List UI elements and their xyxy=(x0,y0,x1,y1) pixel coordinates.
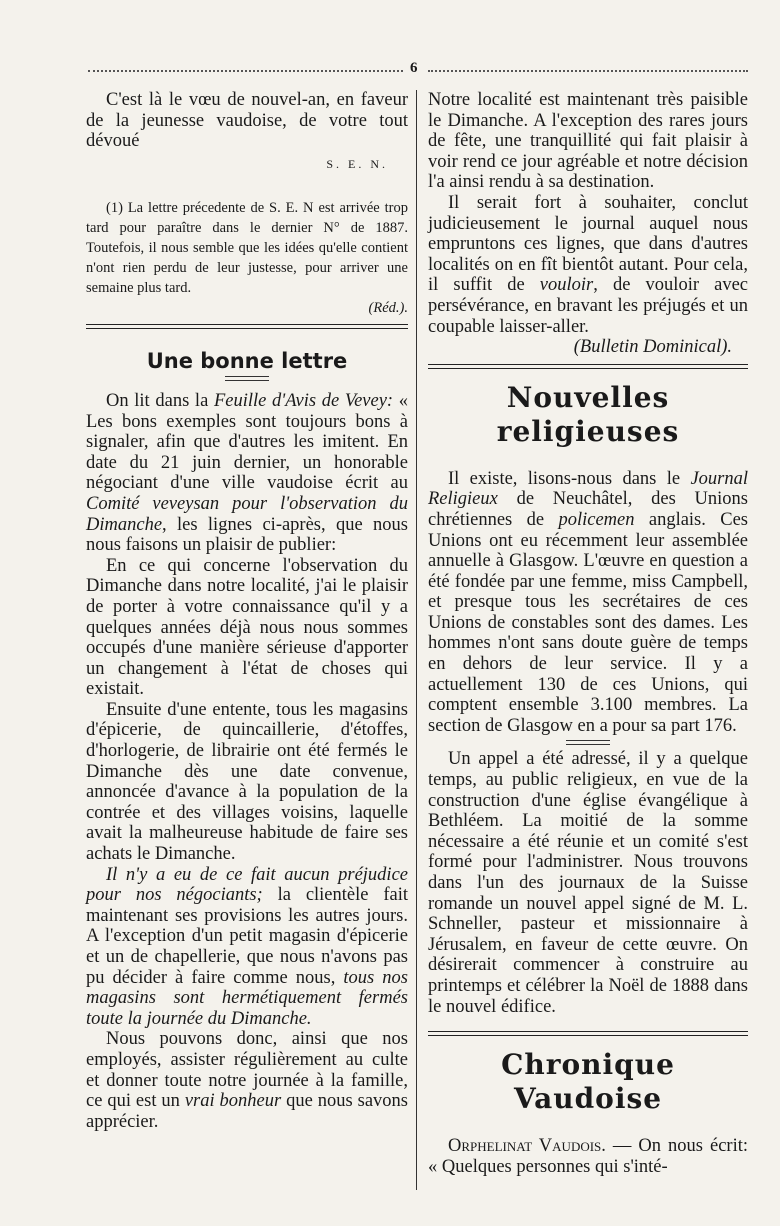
footnote-text: (1) La lettre précedente de S. E. N est arrivée trop tard pour paraître dans le dernier N° de 1887. Toutefois, il nous semble que les idées qu'elle contient n'ont rien perdu de leur justesse, pour arriver une semaine plus tard. xyxy=(86,200,408,297)
title-ornament xyxy=(225,376,269,381)
article-para-2: En ce qui concerne l'observation du Dimanche dans notre localité, j'ai le plaisir de porter à votre connaissance qu'il y a quelques années déjà nous nous sommes occupés d'une manière sérieuse d'apporter un changement à l'état de choses qui existait. xyxy=(86,555,408,700)
article-para-7: Il serait fort à souhaiter, conclut judicieusement le journal auquel nous empruntons ces lignes, que dans d'autres localités on en fît bientôt autant. Pour cela, il suffit de vouloir, de vouloir avec persévérance, en bravant les préjugés et un coupable laisser-aller. xyxy=(428,192,748,337)
article-title: Une bonne lettre xyxy=(146,349,348,374)
article-para-3: Ensuite d'une entente, tous les magasins d'épicerie, de quincaillerie, d'étoffes, d'horlogerie, de librairie ont été fermés le Dimanche dès une date convenue, annoncée d'avance à la population de la contrée et des villages voisins, laquelle avait la malheureuse habitude de faire ses achats le Dimanche. xyxy=(86,699,408,865)
page-header xyxy=(88,60,748,80)
section-title-chronique: Chronique Vaudoise xyxy=(501,1048,675,1116)
article-para-6: Notre localité est maintenant très paisible le Dimanche. A l'exception des rares jours de fête, une tranquillité qui fait plaisir à voir rend ce jour agréable et notre décision l'a ainsi rendu à sa destination. xyxy=(428,90,748,193)
chronique-para-1: Orphelinat Vaudois. — On nous écrit: « Quelques personnes qui s'inté- xyxy=(428,1136,748,1177)
header-rule-right xyxy=(428,70,748,72)
news-separator xyxy=(566,740,610,745)
article-para-5: Nous pouvons donc, ainsi que nos employés, assister régulièrement au culte et donner toute notre journée à la famille, ce qui est un vrai bonheur que nous savons apprécier. xyxy=(86,1029,408,1132)
left-column xyxy=(86,90,408,1132)
section-rule xyxy=(86,324,408,329)
signature: S. E. N. xyxy=(326,156,388,171)
article-para-4: Il n'y a eu de ce fait aucun préjudice pour nos négociants; la clientèle fait maintenant ses provisions les autres jours. A l'exception d'un petit magasin d'épicerie et un de chapellerie, que nous n'avons pas pu décider à faire comme nous, tous nos magasins sont hermétiquement fermés toute la journée du Dimanche. xyxy=(86,864,408,1029)
article-para-1: On lit dans la Feuille d'Avis de Vevey: « Les bons exemples sont toujours bons à signaler, afin que d'autres les imitent. En date du 21 juin dernier, un honorable négociant d'une ville vaudoise écrit au Comité veveysan pour l'observation du Dimanche, les lignes ci-après, que nous nous faisons un plaisir de publier: xyxy=(86,390,409,556)
section-title-nouvelles: Nouvelles religieuses xyxy=(496,380,680,448)
page-number: 6 xyxy=(410,60,418,76)
news-para-2: Un appel a été adressé, il y a quelque temps, au public religieux, en vue de la construction d'une église évangélique à Bethléem. La moitié de la somme nécessaire a été réunie et un comité s'est formé pour l'administrer. Nous trouvons dans l'un des journaux de la Suisse romande un nouvel appel signé de M. L. Schneller, pasteur et missionnaire à Jérusalem, en faveur de cette œuvre. On désirerait commencer à construire au printemps et célébrer la Noël de 1888 dans le nouvel édifice. xyxy=(428,749,748,1017)
news-para-1: Il existe, lisons-nous dans le Journal Religieux de Neuchâtel, des Unions chrétiennes de policemen anglais. Ces Unions ont eu récemment leur assemblée annuelle à Glasgow. L'œuvre en question a été fondée par une femme, miss Campbell, et presque tous les secrétaires de ces Unions de constables sont des dames. Les hommes n'ont sans doute guère de temps en dehors de leur service. Il y a actuellement 130 de ces Unions, qui comptent ensemble 3.100 membres. La section de Glasgow en a pour sa part 176. xyxy=(428,468,749,736)
footnote xyxy=(86,198,408,318)
header-rule-left xyxy=(88,70,403,72)
footnote-ref: (Réd.). xyxy=(368,300,408,317)
column-divider xyxy=(416,90,417,1190)
section-rule-2 xyxy=(428,364,748,369)
closing-lines: C'est là le vœu de nouvel-an, en faveur de la jeunesse vaudoise, de votre tout dévoué xyxy=(86,90,408,152)
source-citation: (Bulletin Dominical). xyxy=(573,337,732,358)
section-rule-3 xyxy=(428,1031,748,1036)
right-column xyxy=(428,90,748,1177)
